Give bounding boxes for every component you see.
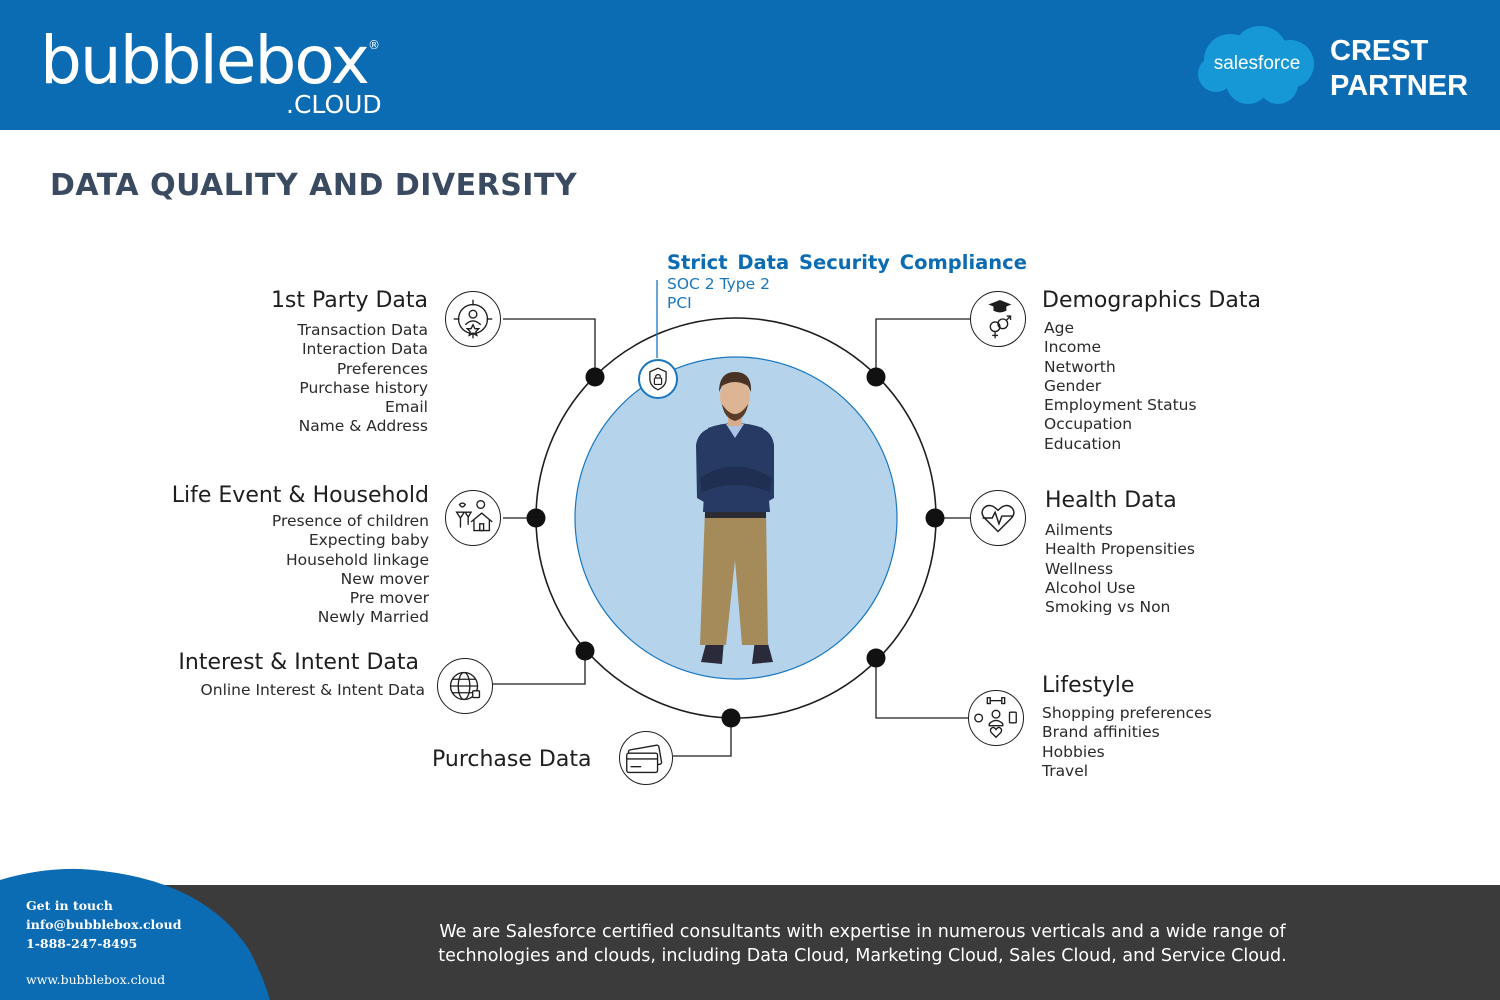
health-data-list (1045, 521, 1195, 617)
list-item: Transaction Data (297, 321, 428, 339)
security-compliance-title: Strict Data Security Compliance (667, 251, 1027, 274)
list-item: Health Propensities (1045, 540, 1195, 559)
demographics-title: Demographics Data (1042, 288, 1261, 313)
list-item: Travel (1042, 761, 1089, 780)
list-item: Shopping preferences (1042, 704, 1212, 722)
list-item: Income (1044, 338, 1102, 357)
demographics-list (1044, 319, 1197, 454)
list-item: Interaction Data (301, 340, 428, 359)
list-item: Household linkage (286, 550, 429, 569)
brand-logo[interactable]: bubblebox (40, 22, 368, 99)
list-item: Networth (1044, 357, 1116, 376)
tagline-line: technologies and clouds, including Data Cloud, Marketing Cloud, Sales Cloud, and Service Cloud. (438, 946, 1287, 966)
list-item: Gender (1044, 376, 1102, 395)
page-title: DATA QUALITY AND DIVERSITY (50, 168, 578, 203)
list-item: New mover (340, 569, 429, 588)
brand-logo-suffix: .CLOUD (286, 90, 382, 119)
lifestyle-title: Lifestyle (1042, 673, 1135, 698)
first-party-list (200, 321, 428, 437)
list-item: Ailments (1045, 521, 1113, 539)
crest-label: CREST (1330, 35, 1429, 67)
health-data-title: Health Data (1045, 488, 1177, 513)
list-item: Presence of children (271, 512, 429, 530)
list-item: Email (384, 398, 428, 417)
list-item: Employment Status (1044, 396, 1197, 415)
interest-intent-title: Interest & Intent Data (178, 650, 419, 675)
list-item: Alcohol Use (1045, 578, 1136, 597)
security-compliance-list (667, 275, 770, 314)
globe-icon (437, 658, 493, 714)
salesforce-wordmark: salesforce (1213, 53, 1301, 74)
list-item: Hobbies (1042, 742, 1105, 761)
list-item: Purchase history (299, 378, 428, 397)
list-item: Education (1044, 434, 1122, 453)
life-event-list (200, 512, 429, 628)
list-item: Name & Address (298, 417, 428, 436)
lifestyle-icon (968, 690, 1024, 746)
shield-lock-icon (638, 359, 678, 399)
contact-email-link[interactable]: info@bubblebox.cloud (26, 917, 182, 932)
purchase-data-title: Purchase Data (432, 747, 592, 772)
graduation-gender-icon (970, 291, 1026, 347)
list-item: Wellness (1045, 559, 1114, 578)
footer-tagline (340, 920, 1385, 968)
contact-block (26, 896, 181, 953)
contact-heading: Get in touch (26, 898, 113, 913)
partner-label: PARTNER (1330, 70, 1469, 102)
website-link[interactable]: www.bubblebox.cloud (26, 972, 166, 987)
list-item: Smoking vs Non (1045, 598, 1171, 617)
interest-intent-list (150, 681, 425, 700)
list-item: Preferences (336, 359, 428, 378)
tagline-line: We are Salesforce certified consultants with expertise in numerous verticals and a wide range of (439, 922, 1286, 942)
heartbeat-icon (970, 490, 1026, 546)
compliance-item: SOC 2 Type 2 (667, 275, 770, 293)
first-party-title: 1st Party Data (270, 288, 428, 313)
credit-cards-icon (619, 731, 673, 785)
list-item: Pre mover (349, 589, 429, 608)
compliance-item: PCI (667, 294, 692, 313)
lifestyle-list (1042, 704, 1212, 781)
registered-mark: ® (368, 38, 380, 52)
contact-phone-link[interactable]: 1-888-247-8495 (26, 936, 138, 951)
list-item: Online Interest & Intent Data (200, 681, 425, 699)
family-home-icon (445, 490, 501, 546)
list-item: Age (1044, 319, 1074, 337)
user-target-icon (445, 291, 501, 347)
list-item: Brand affinities (1042, 723, 1160, 742)
list-item: Occupation (1044, 415, 1133, 434)
list-item: Expecting baby (308, 531, 429, 550)
list-item: Newly Married (317, 608, 429, 627)
life-event-title: Life Event & Household (171, 483, 429, 508)
